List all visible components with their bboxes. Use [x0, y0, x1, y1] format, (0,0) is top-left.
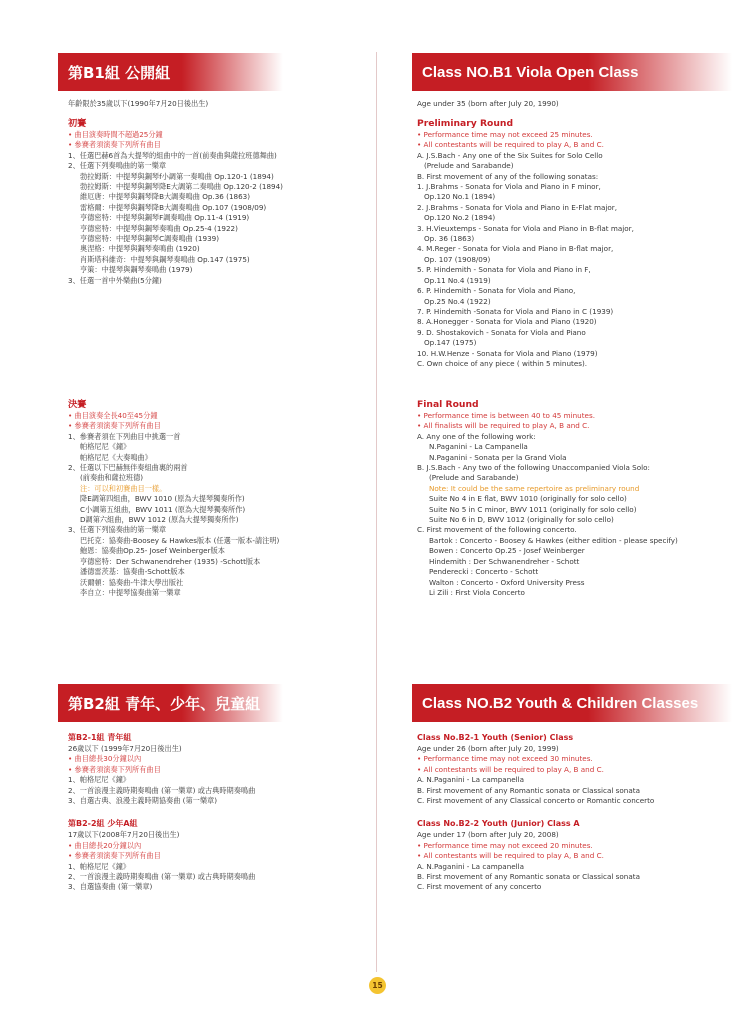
list-item: B. J.S.Bach - Any two of the following Unaccompanied Viola Solo: [417, 463, 650, 473]
list-item: (Prelude and Sarabande) [429, 473, 519, 483]
list-item: 亨德密特：中提琴與鋼琴F調奏鳴曲 Op.11-4 (1919) [80, 213, 250, 223]
list-item: 2、一首浪漫主義時期奏鳴曲 (第一樂章) 或古典時期奏鳴曲 [68, 872, 256, 882]
list-item: Suite No 5 in C minor, BWV 1011 (originally for solo cello) [429, 504, 637, 514]
list-item: D調第六組曲，BWV 1012 (原為大提琴獨奏所作) [80, 515, 239, 525]
section-gap [68, 806, 368, 818]
list-item: 李自立：中提琴協奏曲第一樂章 [80, 587, 181, 597]
column-divider [376, 52, 377, 972]
list-item: 6. P. Hindemith - Sonata for Viola and Piano, [417, 286, 576, 296]
list-item: Op.11 No.4 (1919) [424, 275, 491, 285]
list-item: 鮑恩：協奏曲Op.25- Josef Weinberger版本 [80, 546, 225, 556]
list-item: 亨德密特：中提琴與鋼琴C調奏鳴曲 (1939) [80, 234, 220, 244]
list-item: Op. 36 (1863) [424, 234, 475, 244]
b1-zh-age: 年齡限於35歲以下(1990年7月20日後出生) [68, 99, 209, 108]
rule-line: • 曲目演奏全長40至45分鐘 [68, 411, 158, 420]
list-item: Bowen : Concerto Op.25 - Josef Weinberger [429, 546, 585, 556]
list-item: 4. M.Reger - Sonata for Viola and Piano in B-flat major, [417, 244, 614, 254]
rule-line: • Performance time may not exceed 25 minutes. [417, 130, 593, 139]
list-item: 勃拉姆斯：中提琴與鋼琴f小調第一奏鳴曲 Op.120-1 (1894) [80, 171, 274, 181]
list-item: C. Own choice of any piece ( within 5 minutes). [417, 358, 588, 368]
list-item: 亨德密特：中提琴與鋼琴奏鳴曲 Op.25-4 (1922) [80, 223, 238, 233]
list-item: 2. J.Brahms - Sonata for Viola and Piano in E-Flat major, [417, 202, 618, 212]
list-item: Op.120 No.1 (1894) [424, 192, 496, 202]
list-item: 奧涅格：中提琴與鋼琴奏鳴曲 (1920) [80, 244, 200, 254]
rule-line: • Performance time may not exceed 20 minutes. [417, 840, 593, 850]
list-item: 亨德密特：Der Schwanendreher (1935) -Schott版本 [80, 556, 261, 566]
list-item: 1、帕格尼尼《鐘》 [68, 861, 131, 871]
list-item: 注：可以和初賽曲目一樣。 [80, 483, 167, 493]
rule-line: • 曲目演奏時間不超過25分鐘 [68, 130, 163, 139]
list-item: 沃爾頓：協奏曲-牛津大學出版社 [80, 577, 184, 587]
rule-line: • Performance time is between 40 to 45 minutes. [417, 411, 596, 420]
list-item: 肖斯塔科維奇：中提琴與鋼琴奏鳴曲 Op.147 (1975) [80, 254, 250, 264]
list-item: (Prelude and Sarabande) [424, 161, 514, 171]
section-heading: 第B2-1組 青年組 [68, 733, 132, 742]
list-item: 巴托克：協奏曲-Boosey & Hawkes版本 (任選一版本-請注明) [80, 535, 280, 545]
list-item: 降E調第四組曲，BWV 1010 (原為大提琴獨奏所作) [80, 494, 245, 504]
section-age: Age under 26 (born after July 20, 1999) [417, 744, 559, 753]
list-item: 1. J.Brahms - Sonata for Viola and Piano in F minor, [417, 182, 601, 192]
section-heading: Class No.B2-1 Youth (Senior) Class [417, 733, 574, 742]
b2-zh-title: 第B2組 青年、少年、兒童組 [68, 694, 261, 713]
list-item: 1、參賽者須在下列曲目中挑選一首 [68, 431, 181, 441]
list-item: Hindemith : Der Schwanendreher - Schott [429, 556, 580, 566]
list-item: 7. P. Hindemith -Sonata for Viola and Piano in C (1939) [417, 306, 614, 316]
list-item: 勃拉姆斯：中提琴與鋼琴降E大調第二奏鳴曲 Op.120-2 (1894) [80, 182, 283, 192]
list-item: 3、任選一首中外樂曲(5分鐘) [68, 275, 162, 285]
round-heading: 初賽 [68, 118, 87, 129]
list-item: 1、帕格尼尼《鐘》 [68, 775, 131, 785]
round-heading: Final Round [417, 399, 479, 410]
list-item: Li Zili : First Viola Concerto [429, 587, 525, 597]
section-age: 26歲以下 (1999年7月20日後出生) [68, 744, 182, 753]
list-item: N.Paganini - Sonata per la Grand Viola [429, 452, 567, 462]
list-item: 維厄唐：中提琴與鋼琴降B大調奏鳴曲 Op.36 (1863) [80, 192, 251, 202]
list-item: 帕格尼尼《大奏鳴曲》 [80, 452, 152, 462]
list-item: C小調第五組曲，BWV 1011 (原為大提琴獨奏所作) [80, 504, 246, 514]
rule-line: • All finalists will be required to play A, B and C. [417, 421, 590, 431]
list-item: C. First movement of any concerto [417, 882, 542, 892]
list-item: A. N.Paganini - La campanella [417, 775, 525, 785]
list-item: A. N.Paganini - La campanella [417, 861, 525, 871]
list-item: Op.25 No.4 (1922) [424, 296, 491, 306]
list-item: C. First movement of any Classical concerto or Romantic concerto [417, 796, 655, 806]
list-item: 10. H.W.Henze - Sonata for Viola and Piano (1979) [417, 348, 598, 358]
list-item: 8. A.Honegger - Sonata for Viola and Piano (1920) [417, 317, 597, 327]
list-item: B. First movement of any Romantic sonata or Classical sonata [417, 872, 640, 882]
b1-en-title: Class NO.B1 Viola Open Class [422, 63, 639, 81]
list-item: (前奏曲和薩拉班德) [80, 473, 144, 483]
list-item: 2、任選下列奏鳴曲的第一樂章 [68, 161, 167, 171]
list-item: Op. 107 (1908/09) [424, 254, 491, 264]
rule-line: • All contestants will be required to play A, B and C. [417, 851, 604, 861]
b2-en-banner [412, 684, 732, 722]
b1-en-prelim [417, 117, 737, 369]
b2-en-title: Class NO.B2 Youth & Children Classes [422, 694, 699, 712]
list-item: 3. H.Vieuxtemps - Sonata for Viola and Piano in B-flat major, [417, 223, 634, 233]
list-item: Op.147 (1975) [424, 338, 477, 348]
rule-line: • 曲目總長30分鐘以內 [68, 754, 142, 764]
rule-line: • 參賽者須演奏下列所有曲目 [68, 764, 161, 774]
list-item: B. First movement of any Romantic sonata or Classical sonata [417, 785, 640, 795]
list-item: C. First movement of the following concerto. [417, 525, 577, 535]
b1-en-final [417, 398, 737, 598]
b1-en-banner [412, 53, 732, 91]
list-item: 潘德雷茨基：協奏曲-Schott版本 [80, 567, 185, 577]
rule-line: • All contestants will be required to play A, B and C. [417, 764, 604, 774]
list-item: 9. D. Shostakovich - Sonata for Viola and Piano [417, 327, 586, 337]
b1-zh-banner [58, 53, 283, 91]
b1-en-age: Age under 35 (born after July 20, 1990) [417, 99, 559, 108]
list-item: Penderecki : Concerto - Schott [429, 567, 539, 577]
section-age: 17歲以下(2008年7月20日後出生) [68, 830, 180, 840]
list-item: 3、任選下列協奏曲的第一樂章 [68, 525, 167, 535]
rule-line: • Performance time may not exceed 30 minutes. [417, 754, 593, 764]
list-item: 雷格爾：中提琴與鋼琴降B大調奏鳴曲 Op.107 (1908/09) [80, 202, 267, 212]
rule-line: • 參賽者須演奏下列所有曲目 [68, 140, 161, 150]
list-item: Suite No 6 in D, BWV 1012 (originally for solo cello) [429, 515, 614, 525]
section-heading: 第B2-2組 少年A組 [68, 819, 138, 829]
b2-en-sections [417, 732, 737, 893]
list-item: Op.120 No.2 (1894) [424, 213, 496, 223]
list-item: 2、一首浪漫主義時期奏鳴曲 (第一樂章) 或古典時期奏鳴曲 [68, 785, 256, 795]
rule-line: • 參賽者須演奏下列所有曲目 [68, 851, 161, 861]
list-item: Suite No 4 in E flat, BWV 1010 (originally for solo cello) [429, 494, 627, 504]
round-heading: 決賽 [68, 399, 87, 410]
b1-zh-final [68, 398, 368, 598]
page-number: 15 [369, 977, 386, 994]
list-item: N.Paganini - La Campanella [429, 442, 528, 452]
list-item: 帕格尼尼《鐘》 [80, 442, 131, 452]
round-heading: Preliminary Round [417, 118, 514, 129]
b2-zh-banner [58, 684, 283, 722]
list-item: Walton : Concerto - Oxford University Press [429, 577, 585, 587]
rule-line: • 曲目總長20分鐘以內 [68, 840, 142, 850]
list-item: B. First movement of any of the following sonatas: [417, 171, 599, 181]
list-item: 3、自選協奏曲 (第一樂章) [68, 882, 153, 892]
b2-zh-sections [68, 732, 368, 893]
list-item: 2、任選以下巴赫無伴奏組曲裏的兩首 [68, 463, 188, 473]
rule-line: • All contestants will be required to play A, B and C. [417, 140, 604, 150]
rule-line: • 參賽者須演奏下列所有曲目 [68, 421, 161, 431]
list-item: A. J.S.Bach - Any one of the Six Suites for Solo Cello [417, 150, 603, 160]
section-heading: Class No.B2-2 Youth (Junior) Class A [417, 819, 580, 829]
list-item: Note: It could be the same repertoire as preliminary round [429, 483, 640, 493]
section-age: Age under 17 (born after July 20, 2008) [417, 830, 559, 840]
list-item: 1、任選巴赫6首為大提琴的組曲中的一首(前奏曲與薩拉班德舞曲) [68, 150, 277, 160]
list-item: 3、自選古典、浪漫主義時期協奏曲 (第一樂章) [68, 796, 218, 806]
list-item: 亨策：中提琴與鋼琴奏鳴曲 (1979) [80, 265, 193, 275]
list-item: 5. P. Hindemith - Sonata for Viola and Piano in F, [417, 265, 591, 275]
b1-zh-title: 第B1組 公開組 [68, 63, 171, 82]
b1-zh-prelim [68, 117, 368, 286]
section-gap [417, 806, 737, 818]
list-item: A. Any one of the following work: [417, 431, 536, 441]
list-item: Bartok : Concerto - Boosey & Hawkes (either edition - please specify) [429, 535, 678, 545]
